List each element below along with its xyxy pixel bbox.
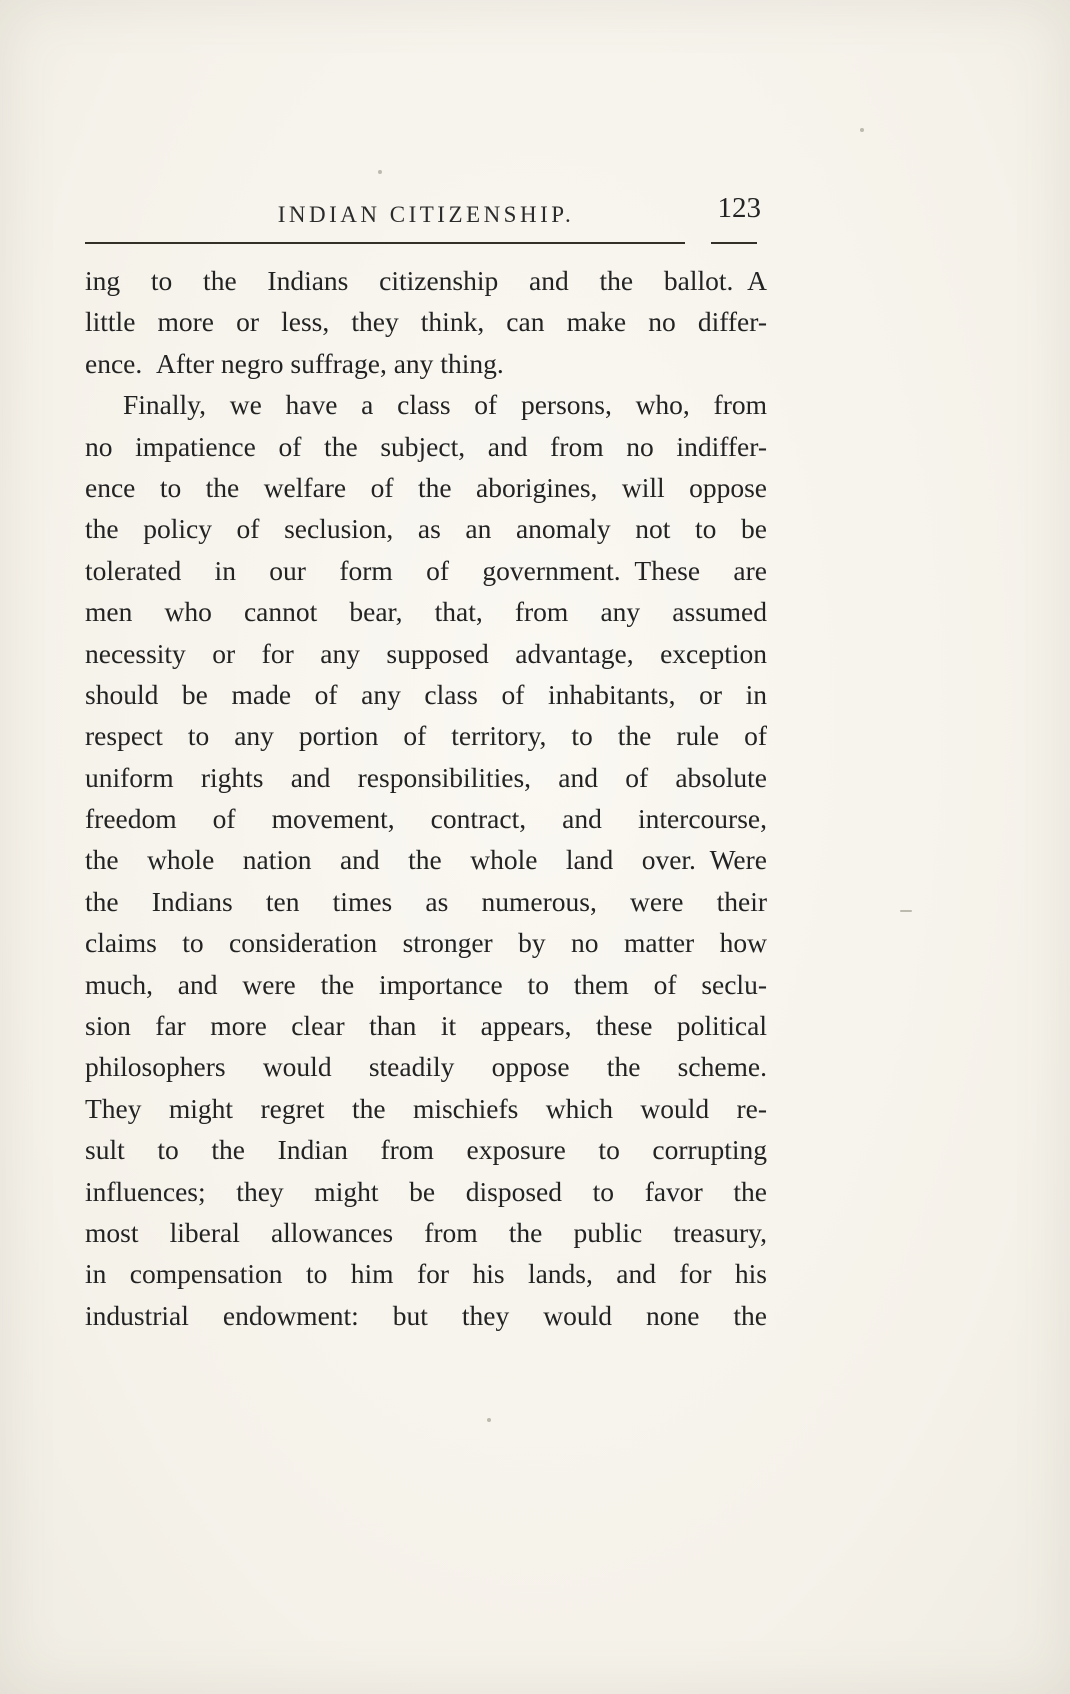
text-line: influences; they might be disposed to favor the [85,1175,767,1207]
text-line: ence to the welfare of the aborigines, will oppose [85,471,767,503]
text-line: no impatience of the subject, and from no indiffer- [85,430,767,462]
text-line: men who cannot bear, that, from any assumed [85,596,767,628]
page-header [85,192,767,240]
text-line: respect to any portion of territory, to the rule of [85,720,767,752]
text-line: should be made of any class of inhabitants, or in [85,678,767,710]
text-line: most liberal allowances from the public treasury, [85,1216,767,1248]
divider-long-segment [85,242,685,244]
text-line: the whole nation and the whole land over. Were [85,844,767,876]
text-line: They might regret the mischiefs which would re- [85,1092,767,1124]
text-line: the Indians ten times as numerous, were their [85,885,767,917]
text-line: industrial endowment: but they would none the [85,1299,767,1331]
text-line: Finally, we have a class of persons, who, from [123,389,767,421]
text-line: much, and were the importance to them of seclu- [85,968,767,1000]
scan-speck [487,1418,491,1422]
scan-speck [900,910,912,912]
text-line: in compensation to him for his lands, and for his [85,1258,767,1290]
page-number: 123 [717,192,761,224]
text-line: ence. After negro suffrage, any thing. [85,347,504,379]
text-line: tolerated in our form of government. These are [85,554,767,586]
body-text [85,260,767,1336]
scan-speck [860,128,864,132]
text-line: sult to the Indian from exposure to corrupting [85,1134,767,1166]
header-divider [85,242,767,244]
scan-speck [378,170,382,174]
text-line: freedom of movement, contract, and intercourse, [85,803,767,835]
text-line: the policy of seclusion, as an anomaly not to be [85,513,767,545]
text-line: uniform rights and responsibilities, and of absolute [85,761,767,793]
text-line: claims to consideration stronger by no matter how [85,927,767,959]
divider-short-segment [711,242,757,244]
text-line: little more or less, they think, can make no differ- [85,306,767,338]
text-line: ing to the Indians citizenship and the ballot. A [85,265,767,296]
running-title: INDIAN CITIZENSHIP. [277,202,575,227]
text-line: necessity or for any supposed advantage, exception [85,637,767,669]
text-line: philosophers would steadily oppose the scheme. [85,1051,767,1083]
text-column [85,192,767,1336]
text-line: sion far more clear than it appears, these political [85,1010,767,1042]
